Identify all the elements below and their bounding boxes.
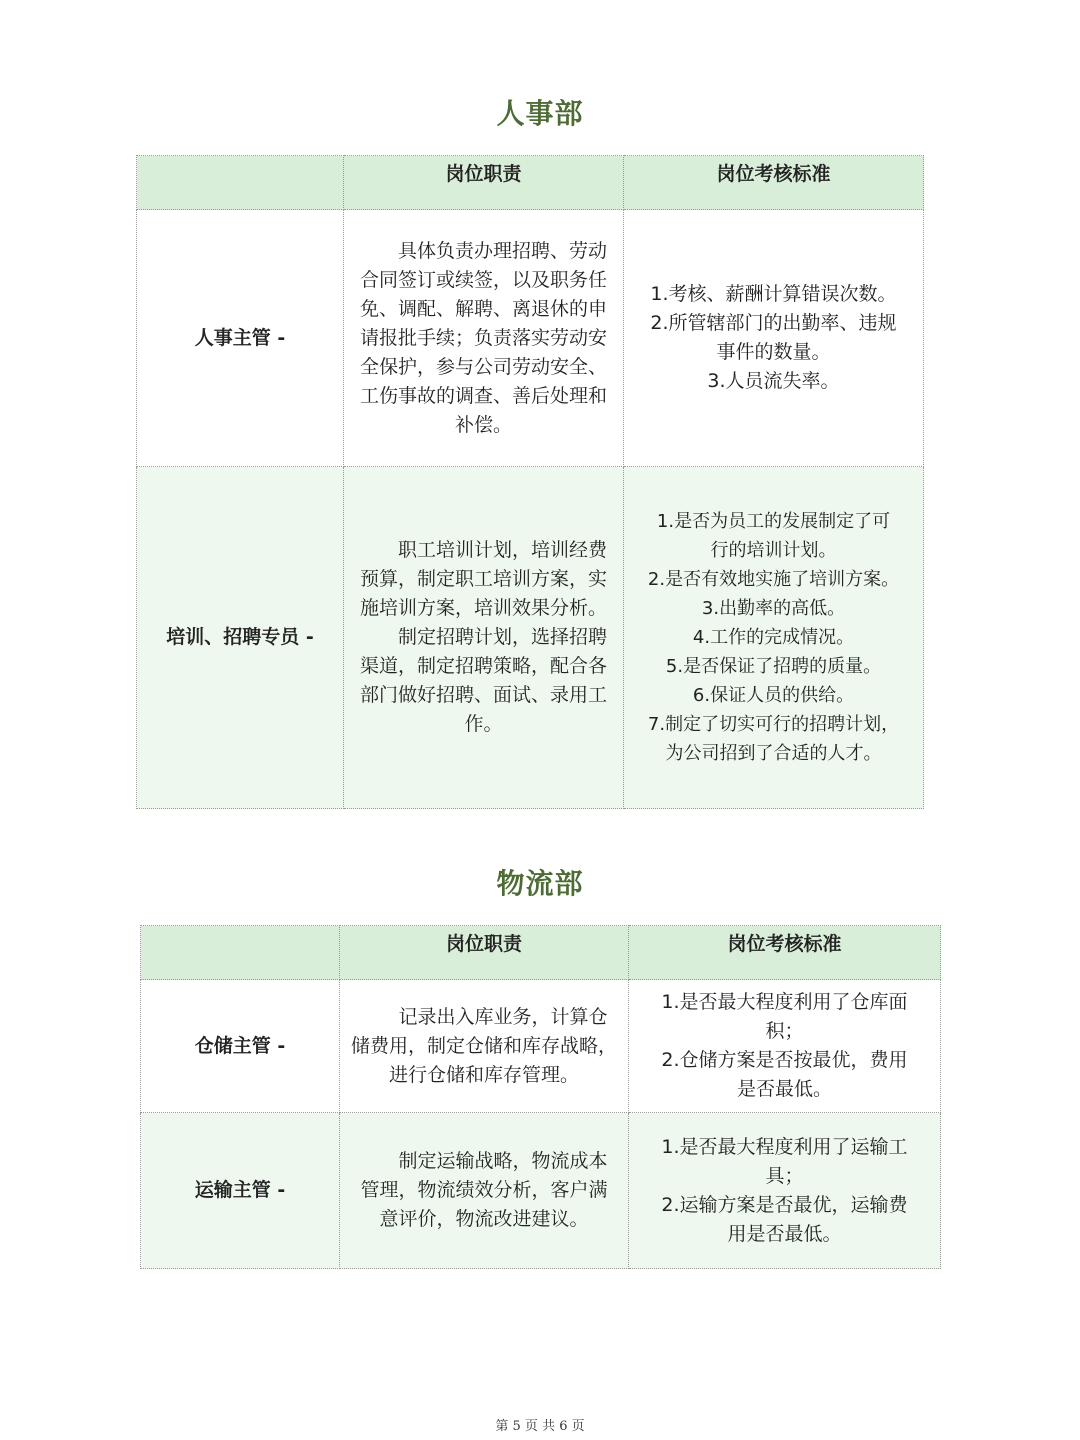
criteria-line: 1.是否为员工的发展制定了可 [656,511,891,532]
criteria-line: 2.运输方案是否最优，运输费 [661,1193,908,1216]
duty-line: 请报批手续；负责落实劳动安 [359,326,607,349]
duty-cell [340,980,629,1113]
logistics-row-warehouse-supervisor [141,980,941,1113]
hr-header-criteria: 岗位考核标准 [624,156,924,210]
duty-cell [344,467,624,809]
criteria-line: 3.出勤率的高低。 [701,598,846,619]
criteria-line: 是否最低。 [736,1078,832,1100]
hr-section-title: 人事部 [496,97,584,130]
duty-line: 意评价，物流改进建议。 [379,1208,589,1230]
hr-row-hr-supervisor [137,210,924,467]
criteria-cell [629,980,941,1113]
duty-line: 进行仓储和库存管理。 [388,1063,579,1086]
criteria-cell [629,1113,941,1269]
duty-line: 具体负责办理招聘、劳动 [397,239,607,262]
criteria-line: 3.人员流失率。 [707,370,840,392]
criteria-line: 1.是否最大程度利用了运输工 [661,1135,908,1158]
criteria-line: 1.考核、薪酬计算错误次数。 [650,283,897,305]
duty-cell [340,1113,629,1269]
duty-line: 工伤事故的调查、善后处理和 [359,384,607,407]
criteria-line: 行的培训计划。 [710,540,837,561]
role-cell: 人事主管 - [137,210,344,467]
duty-line: 储费用，制定仓储和库存战略， [350,1034,617,1057]
duty-line: 预算，制定职工培训方案，实 [359,568,607,590]
criteria-line: 积； [765,1020,804,1042]
logistics-header-empty [141,926,340,980]
criteria-line: 6.保证人员的供给。 [692,685,855,706]
duty-line: 合同签订或续签，以及职务任 [359,268,607,291]
logistics-row-transport-supervisor [141,1113,941,1269]
duty-line: 部门做好招聘、面试、录用工 [359,684,607,706]
criteria-line: 4.工作的完成情况。 [692,627,855,648]
hr-table-header-row [137,156,924,210]
duty-line: 施培训方案，培训效果分析。 [359,597,607,619]
logistics-header-criteria: 岗位考核标准 [629,926,941,980]
criteria-cell [624,210,924,467]
criteria-line: 事件的数量。 [716,341,831,363]
duty-line: 记录出入库业务，计算仓 [398,1005,608,1028]
hr-header-duty: 岗位职责 [344,156,624,210]
role-cell: 仓储主管 - [141,980,340,1113]
duty-cell [344,210,624,467]
duty-line: 渠道，制定招聘策略，配合各 [359,655,607,677]
criteria-line: 2.所管辖部门的出勤率、违规 [650,312,897,334]
criteria-line: 5.是否保证了招聘的质量。 [665,656,882,677]
role-cell: 运输主管 - [141,1113,340,1269]
page-footer: 第 5 页 共 6 页 [495,1419,585,1434]
hr-header-empty [137,156,344,210]
criteria-cell [624,467,924,809]
duty-line: 免、调配、解聘、离退休的申 [359,297,607,320]
duty-line: 全保护，参与公司劳动安全、 [359,355,607,378]
role-cell: 培训、招聘专员 - [137,467,344,809]
duty-line: 制定招聘计划，选择招聘 [397,626,607,648]
criteria-line: 用是否最低。 [727,1222,842,1245]
duty-line: 职工培训计划，培训经费 [397,539,607,561]
criteria-line: 2.是否有效地实施了培训方案。 [647,569,900,590]
logistics-table [140,925,941,1269]
criteria-line: 为公司招到了合适的人才。 [665,743,882,764]
duty-line: 管理，物流绩效分析，客户满 [360,1179,608,1201]
criteria-line: 具； [765,1164,804,1187]
hr-row-training-recruiter [137,467,924,809]
criteria-line: 7.制定了切实可行的招聘计划， [647,714,900,735]
criteria-line: 1.是否最大程度利用了仓库面 [661,991,908,1013]
logistics-table-header-row [141,926,941,980]
logistics-section-title: 物流部 [496,867,584,900]
duty-line: 补偿。 [454,413,512,436]
hr-table [136,155,924,809]
logistics-header-duty: 岗位职责 [340,926,629,980]
duty-line: 制定运输战略，物流成本 [398,1150,608,1172]
criteria-line: 2.仓储方案是否按最优，费用 [661,1049,908,1071]
duty-line: 作。 [464,713,503,735]
